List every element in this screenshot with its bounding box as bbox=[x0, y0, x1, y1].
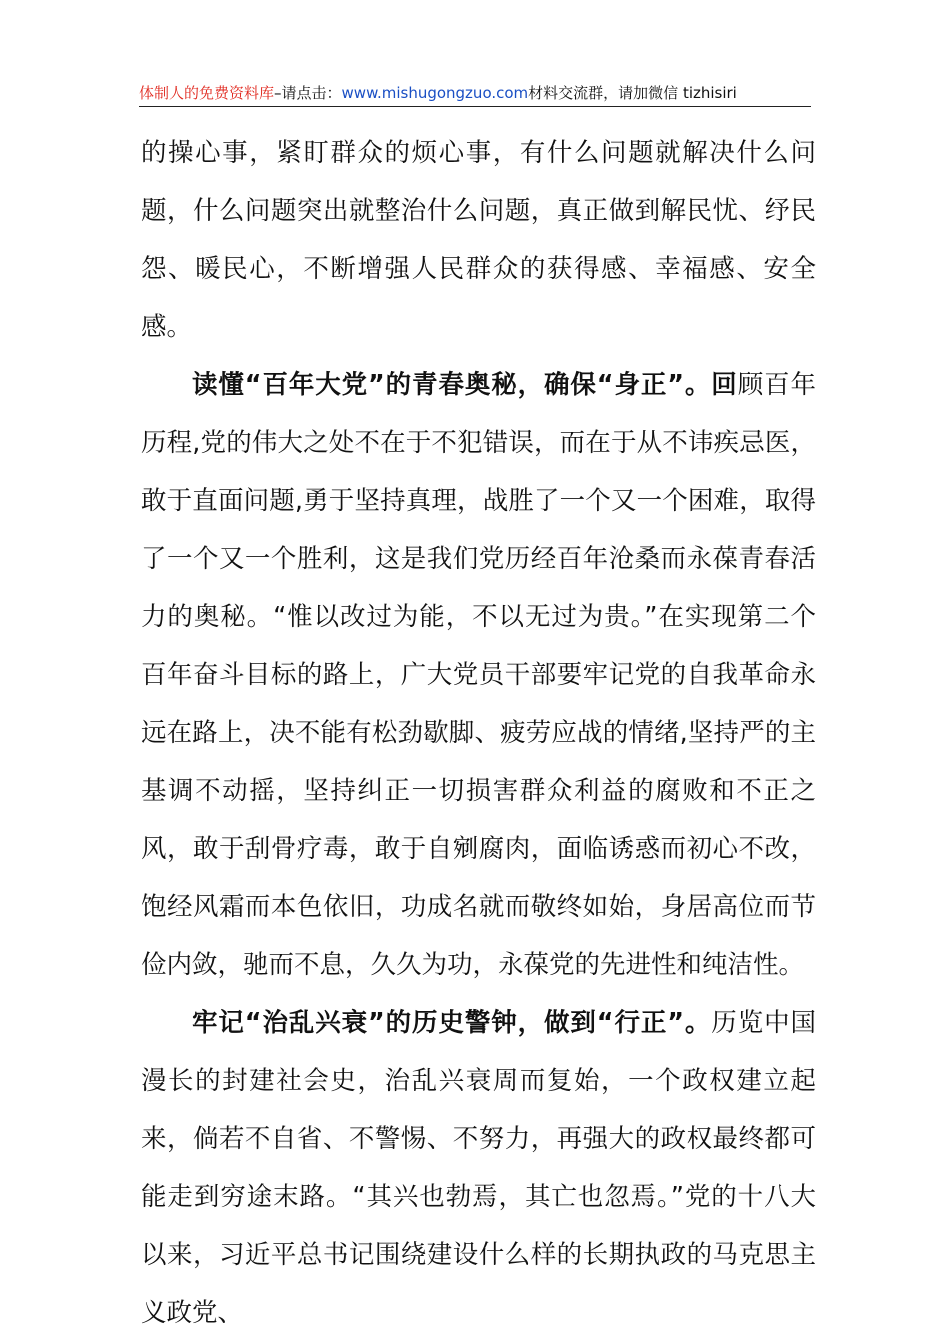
paragraph-3 bbox=[141, 994, 816, 1342]
header-brand: 体制人的免费资料库 bbox=[139, 84, 275, 102]
paragraph-1 bbox=[141, 124, 816, 356]
paragraph-2-heading: 读懂“百年大党”的青春奥秘，确保“身正”。回 bbox=[192, 370, 738, 400]
document-body bbox=[141, 124, 816, 1342]
header-url-link[interactable]: www.mishugongzuo.com bbox=[341, 84, 529, 102]
header-prompt: –请点击： bbox=[274, 84, 342, 102]
page-header bbox=[139, 80, 811, 107]
paragraph-1-text: 的操心事，紧盯群众的烦心事，有什么问题就解决什么问题，什么问题突出就整治什么问题，真正做到解民忧、纾民怨、暖民心，不断增强人民群众的获得感、幸福感、安全感。 bbox=[141, 138, 816, 342]
paragraph-3-heading: 牢记“治乱兴衰”的历史警钟，做到“行正”。 bbox=[192, 1008, 712, 1038]
paragraph-2 bbox=[141, 356, 816, 994]
paragraph-3-text: 历览中国漫长的封建社会史，治乱兴衰周而复始，一个政权建立起来，倘若不自省、不警惕、不努力，再强大的政权最终都可能走到穷途末路。“其兴也勃焉，其亡也忽焉。”党的十八大以来，习近平总书记围绕建设什么样的长期执政的马克思主义政党、 bbox=[141, 1008, 816, 1328]
paragraph-2-text: 顾百年历程,党的伟大之处不在于不犯错误，而在于从不讳疾忌医，敢于直面问题,勇于坚持真理，战胜了一个又一个困难，取得了一个又一个胜利，这是我们党历经百年沧桑而永葆青春活力的奥秘。“惟以改过为能，不以无过为贵。”在实现第二个百年奋斗目标的路上，广大党员干部要牢记党的自我革命永远在路上，决不能有松劲歇脚、疲劳应战的情绪,坚持严的主基调不动摇，坚持纠正一切损害群众利益的腐败和不正之风，敢于刮骨疗毒，敢于自剜腐肉，面临诱惑而初心不改，饱经风霜而本色依旧，功成名就而敬终如始，身居高位而节俭内敛，驰而不息，久久为功，永葆党的先进性和纯洁性。 bbox=[141, 370, 816, 980]
header-wechat-note: 材料交流群，请加微信 tizhisiri bbox=[528, 84, 737, 102]
